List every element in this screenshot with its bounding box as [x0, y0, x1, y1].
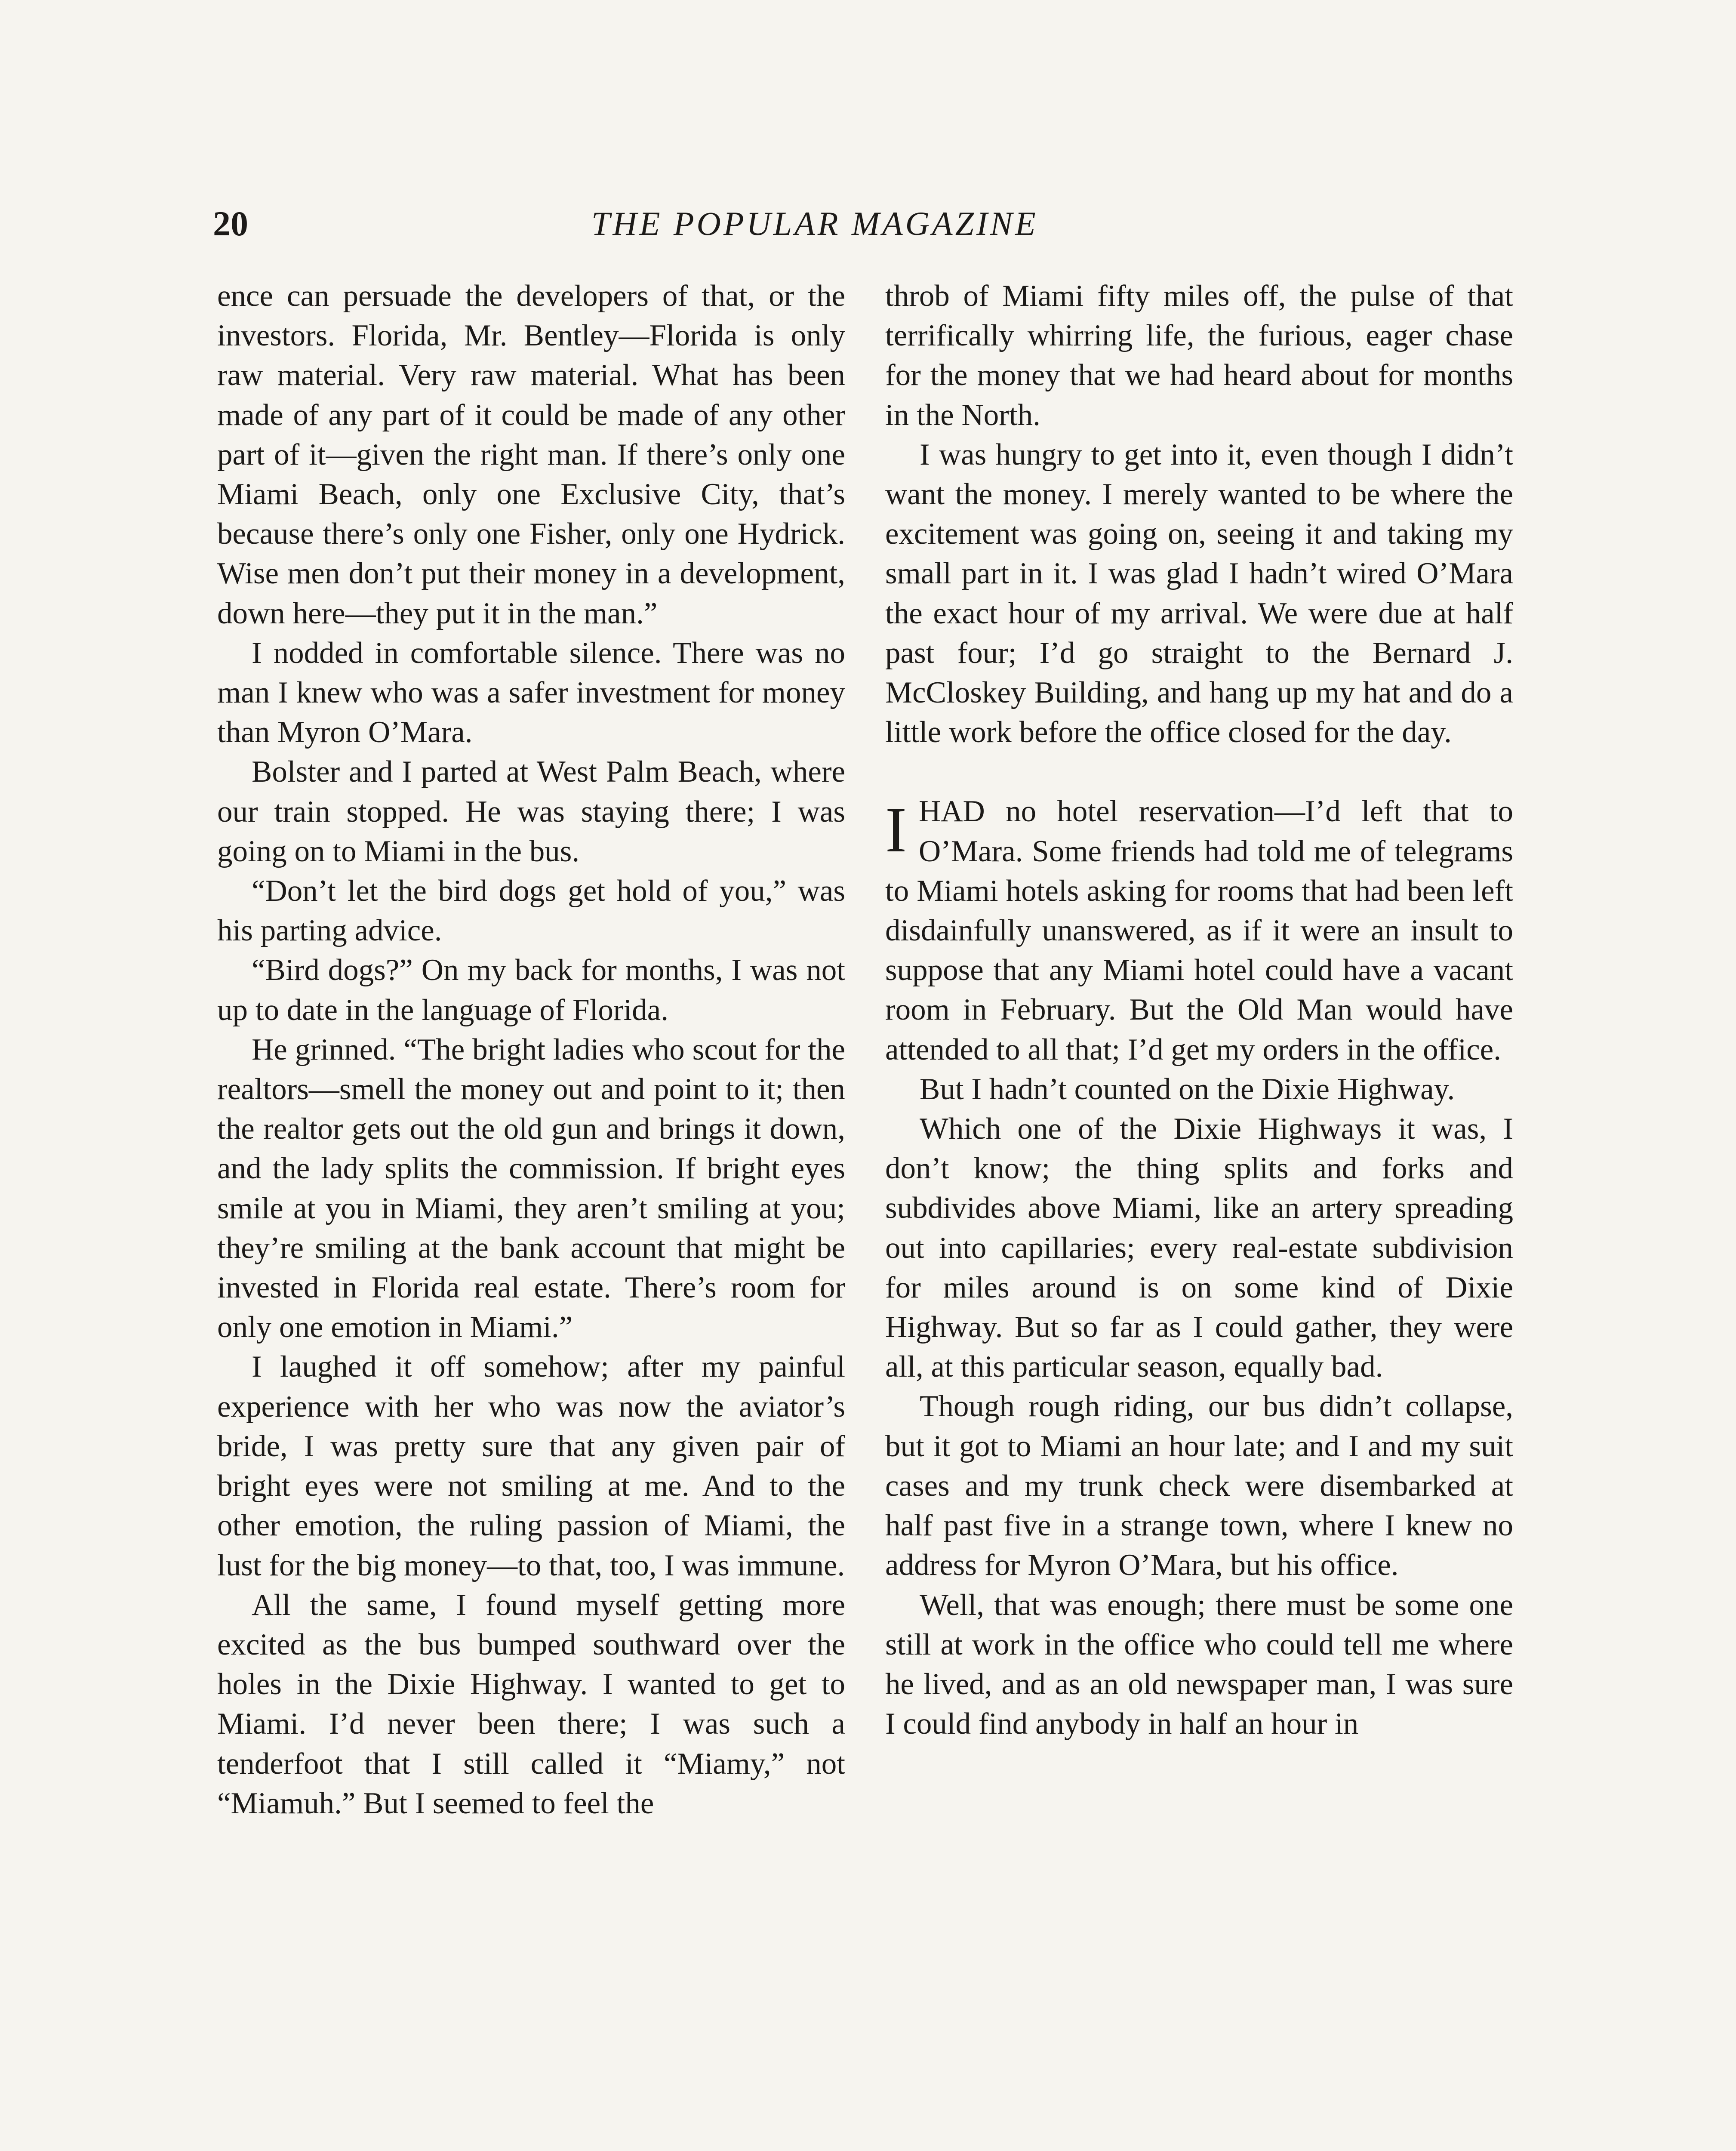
paragraph: Well, that was enough; there must be some one still at work in the office who could tell me where he lived, and as an old newspaper man, I was sure I could find anybody in half an hour in — [885, 1588, 1513, 1741]
paragraph: ence can persuade the developers of that, or the investors. Florida, Mr. Bentley—Florida is only raw material. Very raw material. What has been made of any part of it could be made of any other part of it—given the right man. If there’s only one Miami Beach, only one Exclusive City, that’s because there’s only one Fisher, only one Hydrick. Wise men don’t put their money in a development, down here—they put it in the man.” — [217, 279, 845, 630]
paragraph: “Don’t let the bird dogs get hold of you,” was his parting advice. — [217, 874, 845, 948]
paragraph: Bolster and I parted at West Palm Beach, where our train stopped. He was staying there; I was going on to Miami in the bus. — [217, 755, 845, 868]
page-number: 20 — [213, 204, 248, 243]
paragraph: Though rough riding, our bus didn’t collapse, but it got to Miami an hour late; and I and my suit cases and my trunk check were disembarked at half past five in a strange town, where I knew no address for Myron O’Mara, but his office. — [885, 1390, 1513, 1582]
paragraph: I was hungry to get into it, even though I didn’t want the money. I merely wanted to be where the excitement was going on, seeing it and taking my small part in it. I was glad I hadn’t wired O’Mara the exact hour of my arrival. We were due at half past four; I’d go straight to the Bernard J. McCloskey Building, and hang up my hat and do a little work before the office closed for the day. — [885, 438, 1513, 749]
paragraph: “Bird dogs?” On my back for months, I was not up to date in the language of Florida. — [217, 953, 845, 1027]
section-opening-paragraph — [885, 792, 1513, 1069]
paragraph: I nodded in comfortable silence. There was no man I knew who was a safer investment for money than Myron O’Mara. — [217, 636, 845, 749]
right-column — [885, 276, 1513, 1744]
paragraph: But I hadn’t counted on the Dixie Highway. — [920, 1072, 1455, 1106]
paragraph: Which one of the Dixie Highways it was, I don’t know; the thing splits and forks and subdivides above Miami, like an artery spreading out into capillaries; every real-estate subdivision for miles around is on some kind of Dixie Highway. But so far as I could gather, they were all, at this particular season, equally bad. — [885, 1112, 1513, 1384]
paragraph: throb of Miami fifty miles off, the pulse of that terrifically whirring life, the furious, eager chase for the money that we had heard about for months in the North. — [885, 279, 1513, 432]
paragraph: He grinned. “The bright ladies who scout for the realtors—smell the money out and point to it; then the realtor gets out the old gun and brings it down, and the lady splits the commission. If bright eyes smile at you in Miami, they aren’t smiling at you; they’re smiling at the bank account that might be invested in Florida real estate. There’s room for only one emotion in Miami.” — [217, 1032, 845, 1344]
section-opening-text: HAD no hotel reservation—I’d left that to O’Mara. Some friends had told me of telegrams to Miami hotels asking for rooms that had been left disdainfully unanswered, as if it were an insult to suppose that any Miami hotel could have a vacant room in February. But the Old Man would have attended to all that; I’d get my orders in the office. — [885, 795, 1513, 1066]
paragraph: I laughed it off somehow; after my painful experience with her who was now the aviator’s bride, I was pretty sure that any given pair of bright eyes were not smiling at me. And to the other emotion, the ruling passion of Miami, the lust for the big money—to that, too, I was immune. — [217, 1350, 845, 1582]
paragraph: All the same, I found myself getting more excited as the bus bumped southward over the holes in the Dixie Highway. I wanted to get to Miami. I’d never been there; I was such a tenderfoot that I still called it “Miamy,” not “Miamuh.” But I seemed to feel the — [217, 1588, 845, 1820]
drop-cap-letter: I — [885, 794, 907, 866]
running-title: THE POPULAR MAGAZINE — [591, 205, 1038, 242]
page-header — [213, 200, 1521, 247]
left-column — [217, 276, 845, 1823]
